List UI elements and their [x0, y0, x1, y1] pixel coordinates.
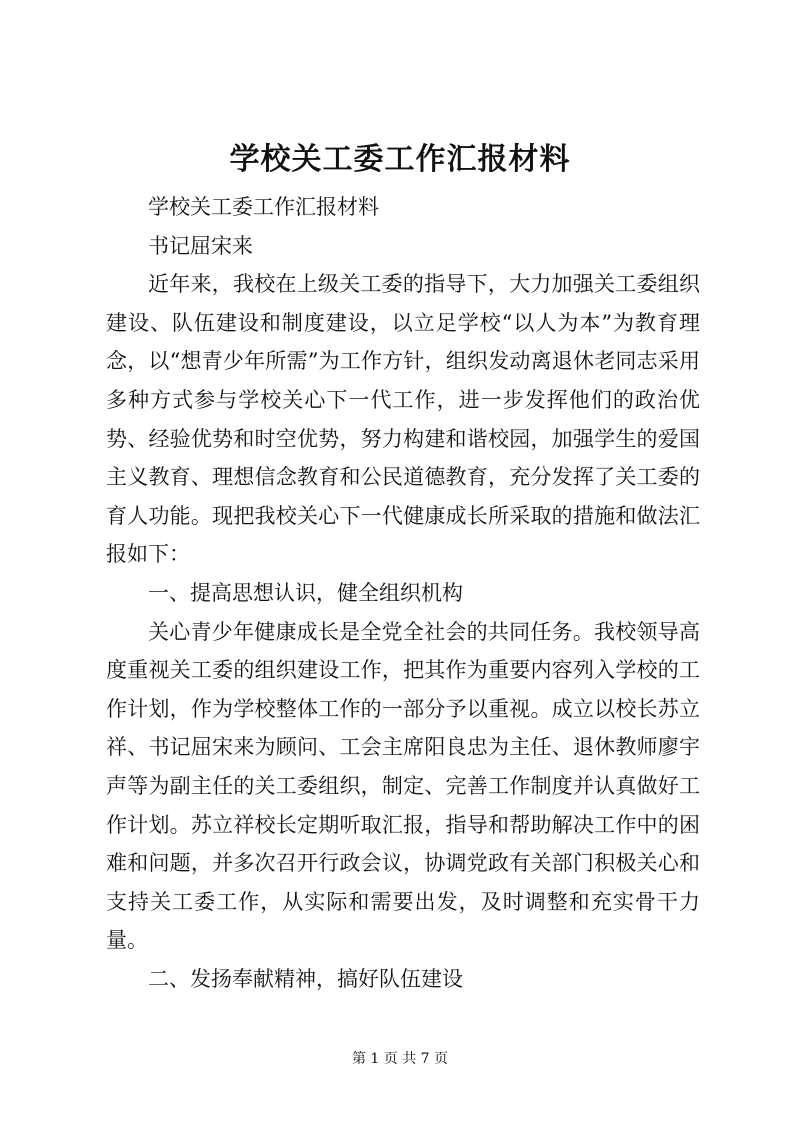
section-1-paragraph: 关心青少年健康成长是全党全社会的共同任务。我校领导高度重视关工委的组织建设工作，把其作为重要内容列入学校的工作计划，作为学校整体工作的一部分予以重视。成立以校长苏立祥、书记屈宋来为顾问、工会主席阳良忠为主任、退休教师廖宇声等为副主任的关工委组织，制定、完善工作制度并认真做好工作计划。苏立祥校长定期听取汇报，指导和帮助解决工作中的困难和问题，并多次召开行政会议，协调党政有关部门积极关心和支持关工委工作，从实际和需要出发，及时调整和充实骨干力量。 — [106, 619, 700, 953]
page-footer: 第 1 页 共 7 页 — [351, 1051, 449, 1067]
intro-paragraph: 近年来，我校在上级关工委的指导下，大力加强关工委组织建设、队伍建设和制度建设，以立足学校“以人为本”为教育理念，以“想青少年所需”为工作方针，组织发动离退休老同志采用多种方式参与学校关心下一代工作，进一步发挥他们的政治优势、经验优势和时空优势，努力构建和谐校园，加强学生的爱国主义教育、理想信念教育和公民道德教育，充分发挥了关工委的育人功能。现把我校关心下一代健康成长所采取的措施和做法汇报如下： — [106, 272, 700, 567]
subtitle-paragraph: 学校关工委工作汇报材料 — [148, 195, 379, 219]
document-title: 学校关工委工作汇报材料 — [229, 142, 571, 177]
author-paragraph: 书记屈宋来 — [148, 233, 253, 258]
section-heading-2: 二、发扬奉献精神，搞好队伍建设 — [148, 966, 463, 991]
section-heading-1: 一、提高思想认识，健全组织机构 — [148, 580, 463, 605]
document-body — [106, 188, 700, 998]
